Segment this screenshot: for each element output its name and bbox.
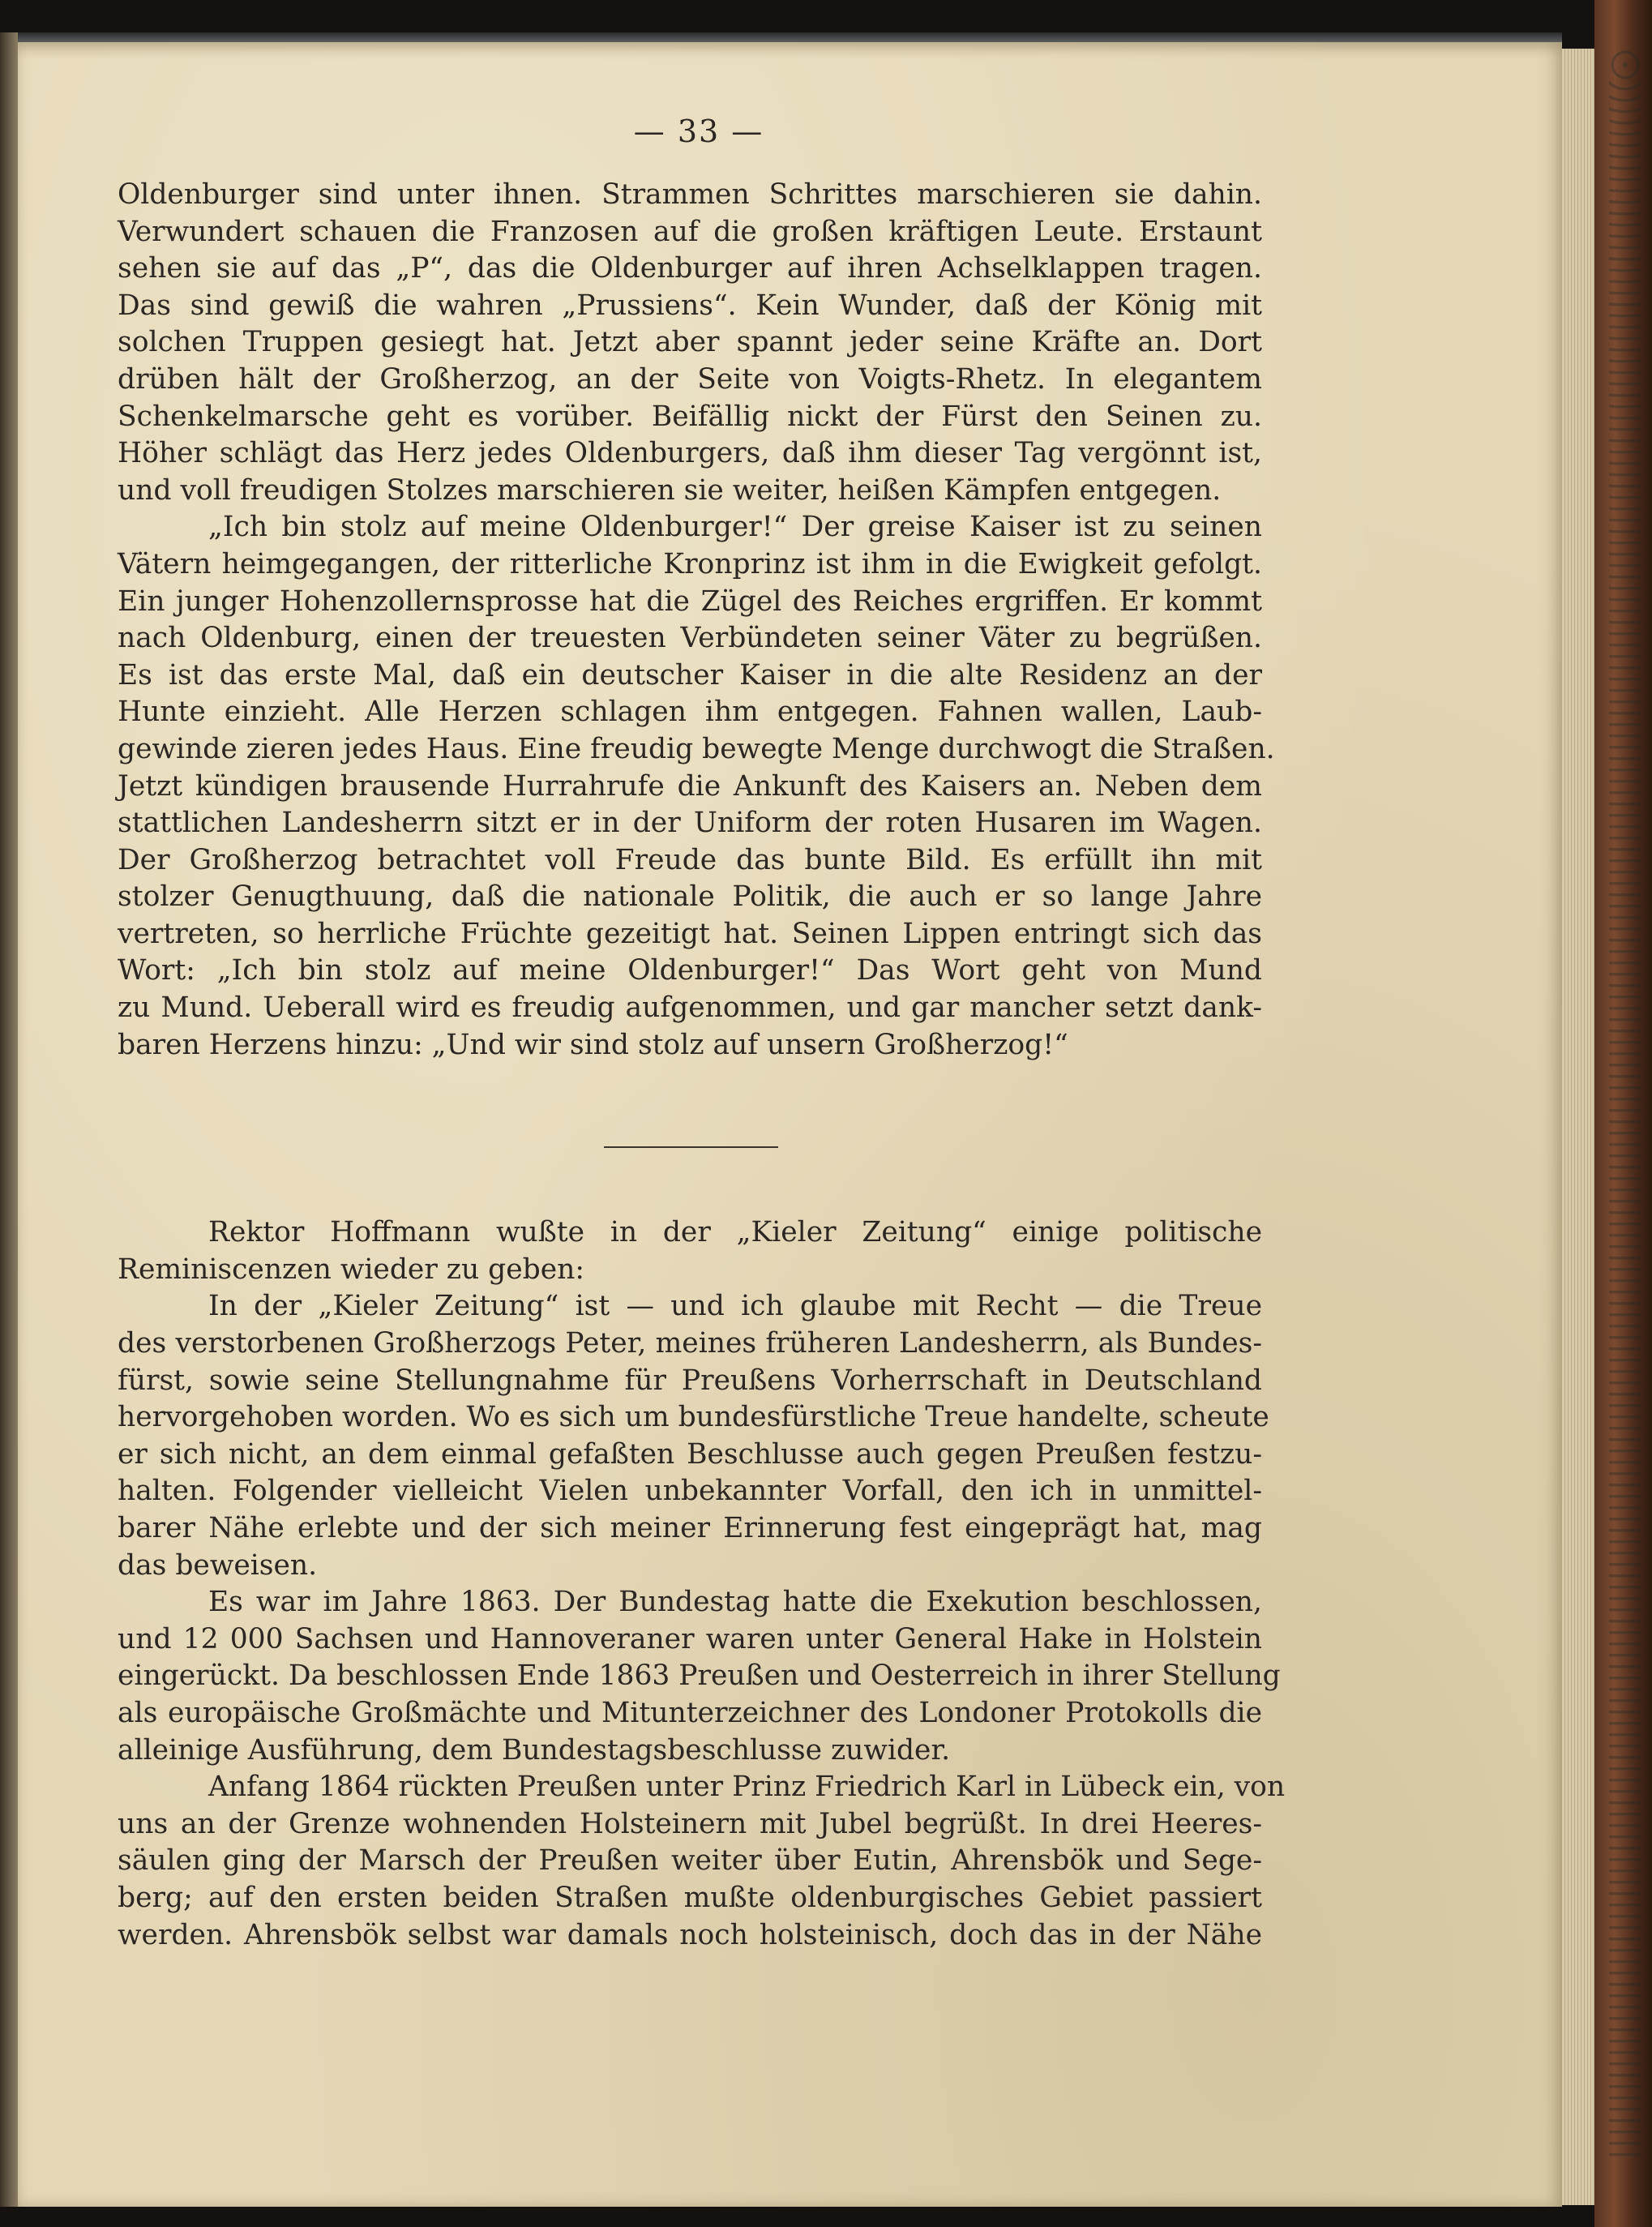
text-line: als europäische Großmächte und Mitunterzeichner des Londoner Protokolls die <box>118 1696 1262 1729</box>
text-line: Oldenburger sind unter ihnen. Strammen Schrittes marschieren sie dahin. <box>118 178 1262 211</box>
text-line: Ein junger Hohenzollernsprosse hat die Zügel des Reiches ergriffen. Er kommt <box>118 585 1262 618</box>
text-line: Reminiscenzen wieder zu geben: <box>118 1253 584 1286</box>
text-line: barer Nähe erlebte und der sich meiner Erinnerung fest eingeprägt hat, mag <box>118 1512 1262 1544</box>
text-line: zu Mund. Ueberall wird es freudig aufgenommen, und gar mancher setzt dank- <box>118 991 1262 1025</box>
text-line: vertreten, so herrliche Früchte gezeitigt hat. Seinen Lippen entringt sich das <box>118 917 1262 950</box>
text-line: Höher schlägt das Herz jedes Oldenburgers, daß ihm dieser Tag vergönnt ist, <box>118 437 1262 470</box>
text-line: Verwundert schauen die Franzosen auf die großen kräftigen Leute. Erstaunt <box>118 215 1262 248</box>
text-line: „Ich bin stolz auf meine Oldenburger!“ Der greise Kaiser ist zu seinen <box>208 511 1262 544</box>
text-line: Wort: „Ich bin stolz auf meine Oldenburger!“ Das Wort geht von Mund <box>118 954 1262 987</box>
text-line: des verstorbenen Großherzogs Peter, meines früheren Landesherrn, als Bundes- <box>118 1327 1262 1360</box>
text-line: Es ist das erste Mal, daß ein deutscher Kaiser in die alte Residenz an der <box>118 658 1262 692</box>
text-line: drüben hält der Großherzog, an der Seite von Voigts-Rhetz. In elegantem <box>118 362 1262 396</box>
text-line: Das sind gewiß die wahren „Prussiens“. Kein Wunder, daß der König mit <box>118 289 1262 322</box>
text-line: gewinde zieren jedes Haus. Eine freudig bewegte Menge durchwogt die Straßen. <box>118 732 1275 765</box>
section-reminiscences <box>118 1214 1286 1954</box>
section-divider <box>604 1146 778 1148</box>
section-spacer <box>118 1064 1262 1214</box>
text-line: solchen Truppen gesiegt hat. Jetzt aber spannt jeder seine Kräfte an. Dort <box>118 326 1262 359</box>
text-line: Vätern heimgegangen, der ritterliche Kronprinz ist ihm in die Ewigkeit gefolgt. <box>118 547 1262 580</box>
bottom-background <box>0 2207 1594 2227</box>
text-line: uns an der Grenze wohnenden Holsteinern mit Jubel begrüßt. In drei Heeres- <box>118 1807 1262 1840</box>
section-oldenburger <box>118 177 1275 1064</box>
text-line: eingerückt. Da beschlossen Ende 1863 Preußen und Oesterreich in ihrer Stellung <box>118 1660 1281 1693</box>
text-line: Schenkelmarsche geht es vorüber. Beifällig nickt der Fürst den Seinen zu. <box>118 400 1262 433</box>
text-line: Hunte einzieht. Alle Herzen schlagen ihm entgegen. Fahnen wallen, Laub- <box>118 696 1262 729</box>
text-line: Jetzt kündigen brausende Hurrahrufe die Ankunft des Kaisers an. Neben dem <box>118 769 1262 803</box>
text-line: stattlichen Landesherrn sitzt er in der Uniform der roten Husaren im Wagen. <box>118 807 1262 840</box>
text-line: fürst, sowie seine Stellungnahme für Preußens Vorherrschaft in Deutschland <box>118 1364 1262 1397</box>
text-line: und voll freudigen Stolzes marschieren sie weiter, heißen Kämpfen entgegen. <box>118 473 1222 507</box>
text-line: halten. Folgender vielleicht Vielen unbekannter Vorfall, den ich in unmittel- <box>118 1475 1262 1508</box>
text-line: Anfang 1864 rückten Preußen unter Prinz Friedrich Karl in Lübeck ein, von <box>208 1771 1286 1804</box>
text-line: säulen ging der Marsch der Preußen weiter über Eutin, Ahrensbök und Sege- <box>118 1844 1262 1878</box>
previous-page-edge <box>0 32 18 2213</box>
text-line: berg; auf den ersten beiden Straßen mußte oldenburgisches Gebiet passiert <box>118 1881 1262 1914</box>
text-line: sehen sie auf das „P“, das die Oldenburger auf ihren Achselklappen tragen. <box>118 252 1262 285</box>
page-number: — 33 — <box>633 113 764 149</box>
text-line: nach Oldenburg, einen der treuesten Verbündeten seiner Väter zu begrüßen. <box>118 622 1262 655</box>
text-line: Der Großherzog betrachtet voll Freude das bunte Bild. Es erfüllt ihn mit <box>118 843 1262 876</box>
body-text <box>118 177 1286 1954</box>
text-line: hervorgehoben worden. Wo es sich um bundesfürstliche Treue handelte, scheute <box>118 1401 1269 1434</box>
text-line: werden. Ahrensbök selbst war damals noch holsteinisch, doch das in der Nähe <box>118 1918 1262 1951</box>
binding-texture <box>1609 49 1641 2156</box>
text-line: Es war im Jahre 1863. Der Bundestag hatte die Exekution beschlossen, <box>208 1586 1262 1619</box>
text-line: In der „Kieler Zeitung“ ist — und ich glaube mit Recht — die Treue <box>208 1290 1262 1323</box>
page-stack-edge <box>1562 49 1596 2205</box>
text-line: baren Herzens hinzu: „Und wir sind stolz auf unsern Großherzog!“ <box>118 1028 1068 1061</box>
text-line: stolzer Genugthuung, daß die nationale Politik, die auch er so lange Jahre <box>118 880 1262 914</box>
text-line: und 12 000 Sachsen und Hannoveraner waren unter General Hake in Holstein <box>118 1622 1262 1655</box>
text-line: das beweisen. <box>118 1548 318 1582</box>
text-line: alleinige Ausführung, dem Bundestagsbeschlusse zuwider. <box>118 1733 951 1767</box>
text-line: er sich nicht, an dem einmal gefaßten Beschlusse auch gegen Preußen festzu- <box>118 1437 1262 1471</box>
text-line: Rektor Hoffmann wußte in der „Kieler Zeitung“ einige politische <box>208 1216 1262 1249</box>
